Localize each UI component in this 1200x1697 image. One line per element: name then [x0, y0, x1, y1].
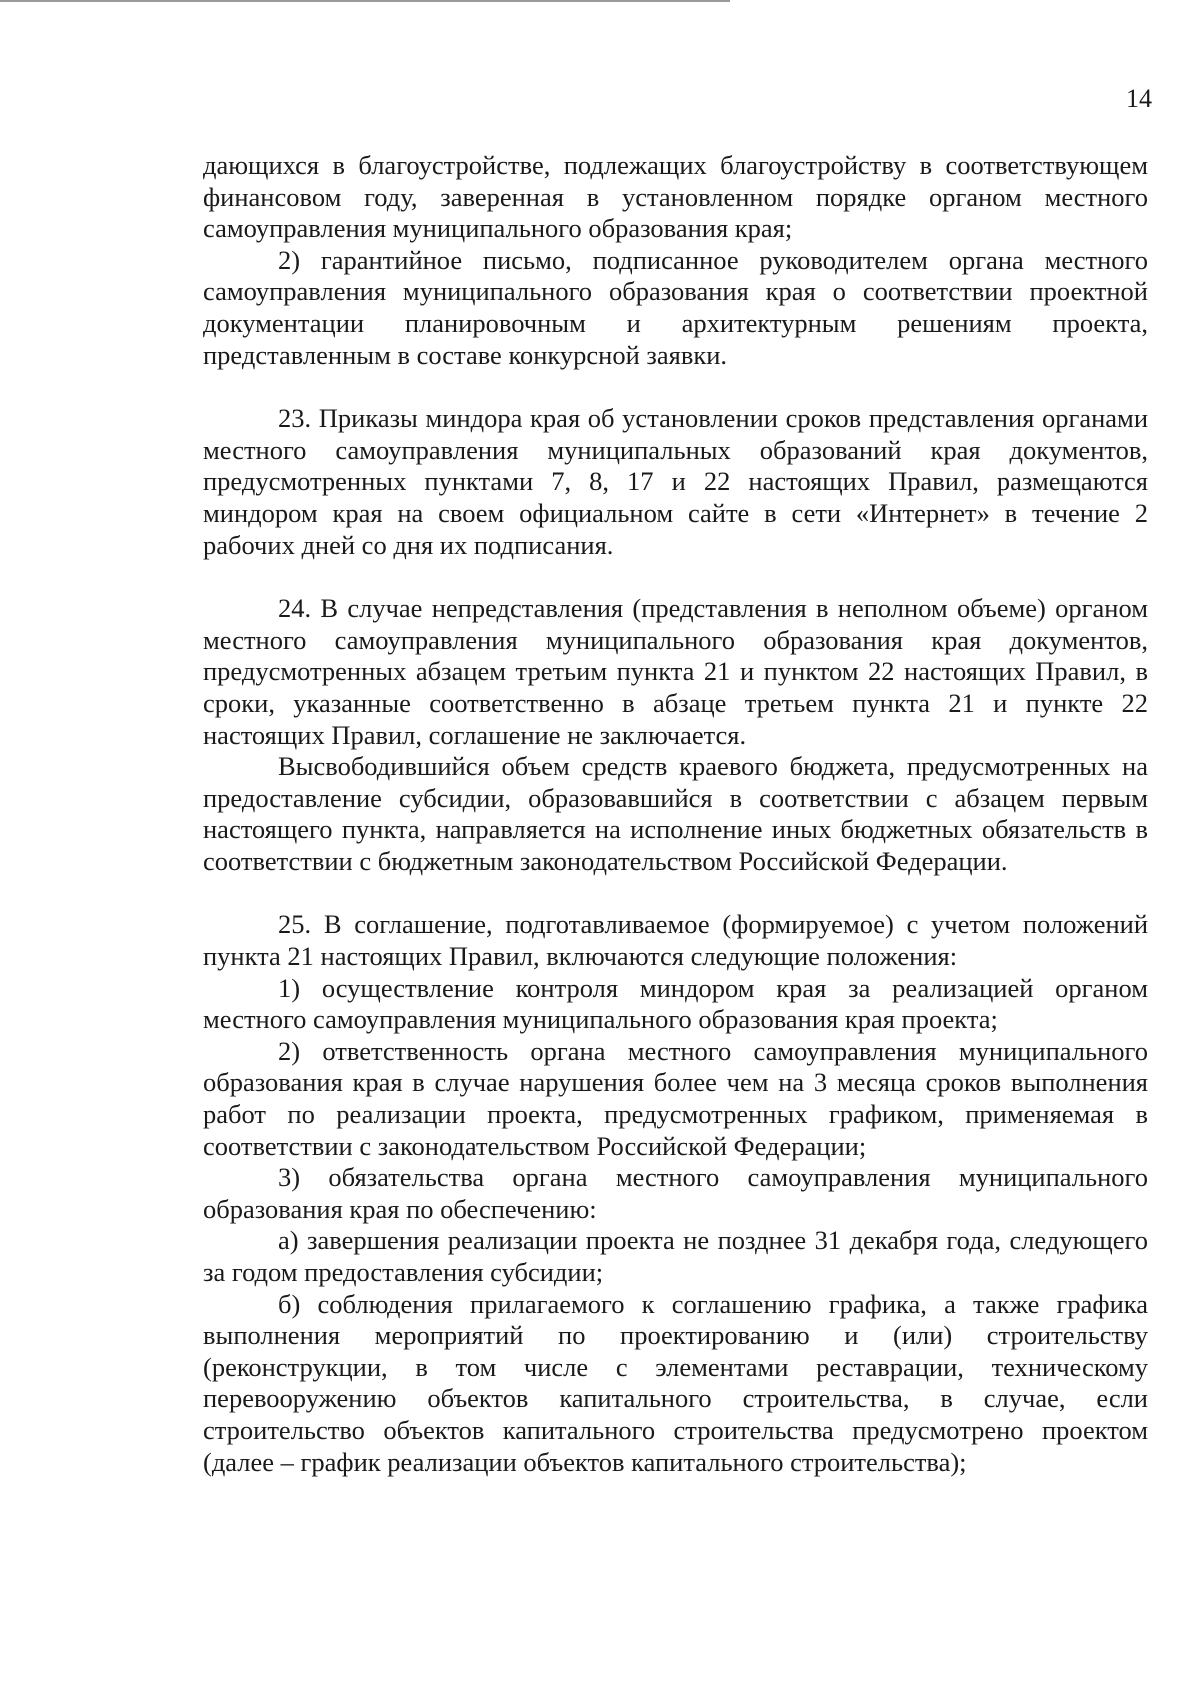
paragraph-continuation: дающихся в благоустройстве, подлежащих благоустройству в соответствующем финансовом году, заверенная в установленном порядке органом местного самоуправления муниципального образования края; [203, 150, 1148, 244]
paragraph-clause-25-item-1: 1) осуществление контроля миндором края за реализацией органом местного самоуправления муниципального образования края проекта; [203, 972, 1148, 1035]
paragraph-clause-24: 24. В случае непредставления (представления в неполном объеме) органом местного самоуправления муниципального образования края документов, предусмотренных абзацем третьим пункта 21 и пунктом 22 настоящих Правил, в сроки, указанные соответственно в абзаце третьем пункта 21 и пункте 22 настоящих Правил, соглашение не заключается. [203, 593, 1148, 750]
scan-edge-line [0, 0, 730, 2]
paragraph-clause-25-item-3a: а) завершения реализации проекта не позднее 31 декабря года, следующего за годом предоставления субсидии; [203, 1225, 1148, 1287]
paragraph-clause-24-second: Высвободившийся объем средств краевого бюджета, предусмотренных на предоставление субсидии, образовавшийся в соответствии с абзацем первым настоящего пункта, направляется на исполнение иных бюджетных обязательств в соответствии с бюджетным законодательством Российской Федерации. [203, 751, 1148, 876]
document-body [203, 150, 1148, 1478]
paragraph-clause-25-item-2: 2) ответственность органа местного самоуправления муниципального образования края в случае нарушения более чем на 3 месяца сроков выполнения работ по реализации проекта, предусмотренных графиком, применяемая в соответствии с законодательством Российской Федерации; [203, 1035, 1148, 1161]
page-number: 14 [1126, 84, 1152, 113]
paragraph-clause-23: 23. Приказы миндора края об установлении сроков представления органами местного самоуправления муниципальных образований края документов, предусмотренных пунктами 7, 8, 17 и 22 настоящих Правил, размещаются миндором края на своем официальном сайте в сети «Интернет» в течение 2 рабочих дней со дня их подписания. [203, 403, 1148, 560]
paragraph-item-2: 2) гарантийное письмо, подписанное руководителем органа местного самоуправления муниципального образования края о соответствии проектной документации планировочным и архитектурным решениям проекта, представленным в составе конкурсной заявки. [203, 244, 1148, 370]
paragraph-clause-25: 25. В соглашение, подготавливаемое (формируемое) с учетом положений пункта 21 настоящих Правил, включаются следующие положения: [203, 909, 1148, 972]
paragraph-clause-25-item-3b: б) соблюдения прилагаемого к соглашению графика, а также графика выполнения мероприятий по проектированию и (или) строительству (реконструкции, в том числе с элементами реставрации, техническому перевооружению объектов капитального строительства, в случае, если строительство объектов капитального строительства предусмотрено проектом (далее – график реализации объектов капитального строительства); [203, 1288, 1148, 1477]
paragraph-clause-25-item-3: 3) обязательства органа местного самоуправления муниципального образования края по обеспечению: [203, 1162, 1148, 1224]
